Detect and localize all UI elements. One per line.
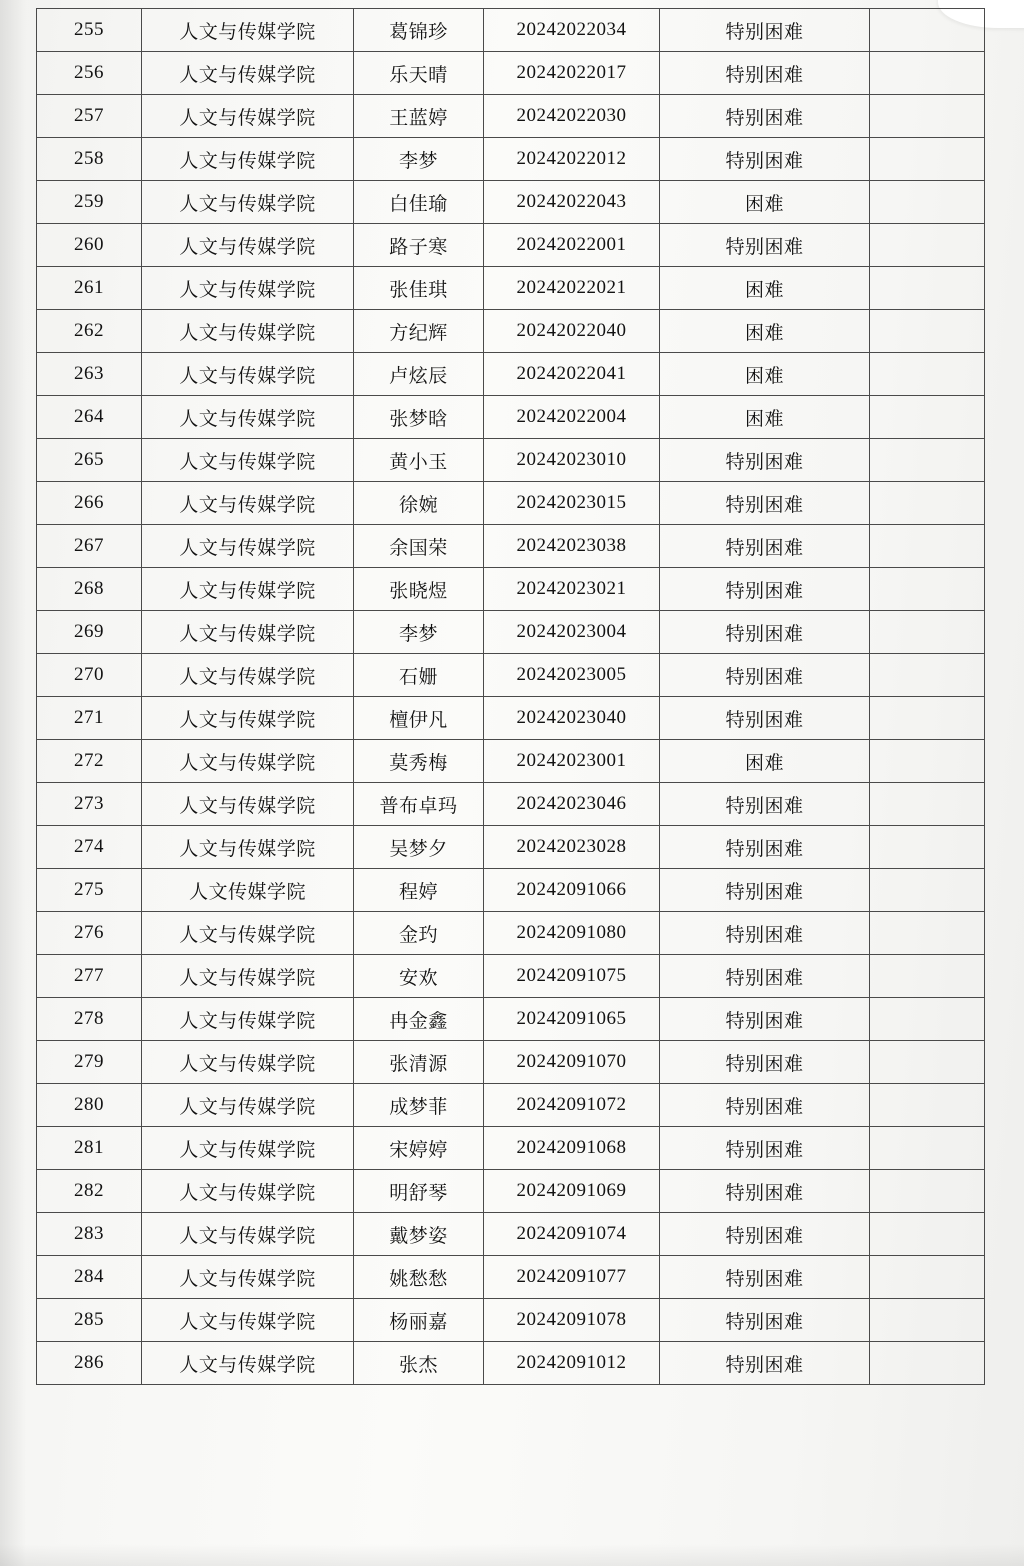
cell-index: 255 [37,9,142,52]
cell-student-id: 20242023004 [484,611,660,654]
cell-remark [870,1256,985,1299]
cell-level: 特别困难 [660,1299,870,1342]
cell-name: 冉金鑫 [354,998,484,1041]
table-row [37,1127,985,1170]
cell-student-id: 20242022034 [484,9,660,52]
student-assistance-table [36,8,985,1385]
cell-index: 284 [37,1256,142,1299]
cell-college: 人文与传媒学院 [142,353,354,396]
cell-level: 特别困难 [660,224,870,267]
table-row [37,783,985,826]
cell-level: 特别困难 [660,1342,870,1385]
cell-index: 266 [37,482,142,525]
cell-college: 人文与传媒学院 [142,181,354,224]
cell-name: 白佳瑜 [354,181,484,224]
cell-remark [870,439,985,482]
cell-name: 檀伊凡 [354,697,484,740]
cell-index: 262 [37,310,142,353]
table-row [37,9,985,52]
table-row [37,396,985,439]
cell-college: 人文与传媒学院 [142,568,354,611]
cell-remark [870,52,985,95]
cell-name: 余国荣 [354,525,484,568]
cell-college: 人文与传媒学院 [142,1084,354,1127]
cell-index: 267 [37,525,142,568]
cell-remark [870,611,985,654]
cell-remark [870,9,985,52]
cell-level: 特别困难 [660,912,870,955]
cell-name: 张佳琪 [354,267,484,310]
cell-level: 特别困难 [660,611,870,654]
cell-name: 乐天晴 [354,52,484,95]
table-row [37,1041,985,1084]
cell-name: 莫秀梅 [354,740,484,783]
table-row [37,1170,985,1213]
table-row [37,525,985,568]
cell-name: 葛锦珍 [354,9,484,52]
table-row [37,224,985,267]
cell-student-id: 20242023015 [484,482,660,525]
cell-name: 杨丽嘉 [354,1299,484,1342]
cell-index: 276 [37,912,142,955]
cell-student-id: 20242091065 [484,998,660,1041]
table-row [37,1342,985,1385]
cell-remark [870,783,985,826]
cell-index: 275 [37,869,142,912]
cell-index: 265 [37,439,142,482]
cell-level: 特别困难 [660,1084,870,1127]
cell-level: 特别困难 [660,697,870,740]
cell-student-id: 20242091012 [484,1342,660,1385]
cell-name: 吴梦夕 [354,826,484,869]
table-row [37,310,985,353]
cell-name: 卢炫辰 [354,353,484,396]
cell-name: 张清源 [354,1041,484,1084]
cell-remark [870,310,985,353]
cell-college: 人文与传媒学院 [142,267,354,310]
cell-level: 特别困难 [660,783,870,826]
cell-student-id: 20242022021 [484,267,660,310]
cell-name: 程婷 [354,869,484,912]
table-row [37,740,985,783]
cell-index: 274 [37,826,142,869]
cell-index: 281 [37,1127,142,1170]
cell-level: 特别困难 [660,654,870,697]
cell-student-id: 20242023005 [484,654,660,697]
table-row [37,353,985,396]
cell-index: 268 [37,568,142,611]
table-row [37,138,985,181]
cell-student-id: 20242091080 [484,912,660,955]
cell-level: 困难 [660,353,870,396]
cell-level: 困难 [660,310,870,353]
cell-remark [870,740,985,783]
table-row [37,998,985,1041]
cell-student-id: 20242022043 [484,181,660,224]
cell-index: 259 [37,181,142,224]
cell-remark [870,955,985,998]
cell-level: 特别困难 [660,1041,870,1084]
table-row [37,568,985,611]
cell-name: 安欢 [354,955,484,998]
cell-index: 272 [37,740,142,783]
cell-name: 李梦 [354,138,484,181]
cell-student-id: 20242022001 [484,224,660,267]
cell-level: 特别困难 [660,439,870,482]
cell-index: 280 [37,1084,142,1127]
cell-remark [870,912,985,955]
cell-level: 特别困难 [660,525,870,568]
cell-name: 路子寒 [354,224,484,267]
cell-level: 特别困难 [660,1256,870,1299]
cell-remark [870,1041,985,1084]
cell-college: 人文与传媒学院 [142,1299,354,1342]
cell-name: 方纪辉 [354,310,484,353]
cell-name: 宋婷婷 [354,1127,484,1170]
cell-level: 困难 [660,181,870,224]
cell-level: 特别困难 [660,568,870,611]
cell-student-id: 20242091072 [484,1084,660,1127]
cell-student-id: 20242023028 [484,826,660,869]
cell-index: 277 [37,955,142,998]
table-body [37,9,985,1385]
table-row [37,955,985,998]
cell-level: 特别困难 [660,1170,870,1213]
cell-college: 人文与传媒学院 [142,783,354,826]
cell-level: 特别困难 [660,9,870,52]
table-row [37,869,985,912]
cell-college: 人文与传媒学院 [142,138,354,181]
cell-student-id: 20242022004 [484,396,660,439]
cell-college: 人文与传媒学院 [142,439,354,482]
table-row [37,52,985,95]
cell-index: 261 [37,267,142,310]
table-row [37,267,985,310]
cell-level: 特别困难 [660,998,870,1041]
cell-college: 人文与传媒学院 [142,396,354,439]
table-row [37,697,985,740]
cell-level: 特别困难 [660,52,870,95]
cell-level: 特别困难 [660,826,870,869]
cell-remark [870,138,985,181]
cell-college: 人文与传媒学院 [142,52,354,95]
cell-college: 人文与传媒学院 [142,955,354,998]
cell-student-id: 20242023001 [484,740,660,783]
cell-name: 徐婉 [354,482,484,525]
cell-student-id: 20242022030 [484,95,660,138]
cell-level: 困难 [660,740,870,783]
cell-student-id: 20242023038 [484,525,660,568]
cell-name: 金玓 [354,912,484,955]
cell-name: 黄小玉 [354,439,484,482]
cell-college: 人文与传媒学院 [142,826,354,869]
cell-remark [870,396,985,439]
cell-level: 特别困难 [660,1213,870,1256]
table-row [37,611,985,654]
cell-remark [870,1213,985,1256]
cell-remark [870,869,985,912]
cell-level: 困难 [660,396,870,439]
table-row [37,482,985,525]
table-row [37,826,985,869]
cell-remark [870,1127,985,1170]
cell-college: 人文与传媒学院 [142,998,354,1041]
cell-level: 特别困难 [660,95,870,138]
cell-index: 256 [37,52,142,95]
cell-remark [870,181,985,224]
cell-student-id: 20242091069 [484,1170,660,1213]
cell-remark [870,1084,985,1127]
cell-name: 姚愁愁 [354,1256,484,1299]
cell-level: 特别困难 [660,482,870,525]
cell-college: 人文与传媒学院 [142,1256,354,1299]
cell-student-id: 20242023010 [484,439,660,482]
cell-student-id: 20242091075 [484,955,660,998]
table-row [37,1299,985,1342]
cell-level: 特别困难 [660,138,870,181]
cell-index: 279 [37,1041,142,1084]
cell-student-id: 20242023021 [484,568,660,611]
cell-college: 人文与传媒学院 [142,1127,354,1170]
cell-remark [870,267,985,310]
cell-college: 人文与传媒学院 [142,740,354,783]
cell-remark [870,353,985,396]
cell-college: 人文与传媒学院 [142,611,354,654]
cell-index: 258 [37,138,142,181]
cell-remark [870,568,985,611]
cell-index: 286 [37,1342,142,1385]
cell-college: 人文与传媒学院 [142,525,354,568]
table-row [37,1213,985,1256]
cell-student-id: 20242022017 [484,52,660,95]
cell-name: 王蓝婷 [354,95,484,138]
cell-remark [870,998,985,1041]
cell-index: 269 [37,611,142,654]
cell-college: 人文与传媒学院 [142,1170,354,1213]
cell-college: 人文与传媒学院 [142,310,354,353]
page-left-shadow [0,0,26,1566]
cell-student-id: 20242022041 [484,353,660,396]
cell-index: 264 [37,396,142,439]
cell-remark [870,1342,985,1385]
cell-index: 273 [37,783,142,826]
cell-name: 李梦 [354,611,484,654]
cell-remark [870,1170,985,1213]
table-row [37,654,985,697]
cell-index: 278 [37,998,142,1041]
cell-college: 人文与传媒学院 [142,1041,354,1084]
cell-remark [870,525,985,568]
cell-remark [870,95,985,138]
cell-remark [870,224,985,267]
cell-student-id: 20242022012 [484,138,660,181]
table-row [37,181,985,224]
cell-student-id: 20242022040 [484,310,660,353]
cell-level: 特别困难 [660,869,870,912]
cell-student-id: 20242023046 [484,783,660,826]
table-row [37,912,985,955]
cell-college: 人文与传媒学院 [142,482,354,525]
cell-index: 285 [37,1299,142,1342]
table-row [37,95,985,138]
cell-name: 张梦晗 [354,396,484,439]
cell-name: 普布卓玛 [354,783,484,826]
cell-name: 成梦菲 [354,1084,484,1127]
cell-college: 人文传媒学院 [142,869,354,912]
cell-student-id: 20242091077 [484,1256,660,1299]
cell-college: 人文与传媒学院 [142,224,354,267]
page-bottom-shadow [0,1544,1024,1566]
cell-student-id: 20242023040 [484,697,660,740]
cell-level: 特别困难 [660,1127,870,1170]
cell-index: 260 [37,224,142,267]
cell-remark [870,697,985,740]
table-row [37,1084,985,1127]
cell-student-id: 20242091074 [484,1213,660,1256]
cell-level: 特别困难 [660,955,870,998]
cell-level: 困难 [660,267,870,310]
cell-college: 人文与传媒学院 [142,9,354,52]
cell-index: 271 [37,697,142,740]
cell-student-id: 20242091066 [484,869,660,912]
cell-student-id: 20242091078 [484,1299,660,1342]
cell-name: 张杰 [354,1342,484,1385]
cell-index: 283 [37,1213,142,1256]
cell-student-id: 20242091070 [484,1041,660,1084]
table-row [37,439,985,482]
cell-name: 张晓煜 [354,568,484,611]
cell-college: 人文与传媒学院 [142,654,354,697]
cell-index: 263 [37,353,142,396]
cell-name: 戴梦姿 [354,1213,484,1256]
cell-remark [870,654,985,697]
cell-college: 人文与传媒学院 [142,1213,354,1256]
cell-college: 人文与传媒学院 [142,912,354,955]
cell-student-id: 20242091068 [484,1127,660,1170]
cell-index: 270 [37,654,142,697]
cell-index: 282 [37,1170,142,1213]
cell-name: 明舒琴 [354,1170,484,1213]
cell-index: 257 [37,95,142,138]
cell-name: 石姗 [354,654,484,697]
cell-remark [870,482,985,525]
cell-remark [870,826,985,869]
cell-college: 人文与传媒学院 [142,95,354,138]
cell-college: 人文与传媒学院 [142,697,354,740]
cell-remark [870,1299,985,1342]
table-row [37,1256,985,1299]
cell-college: 人文与传媒学院 [142,1342,354,1385]
